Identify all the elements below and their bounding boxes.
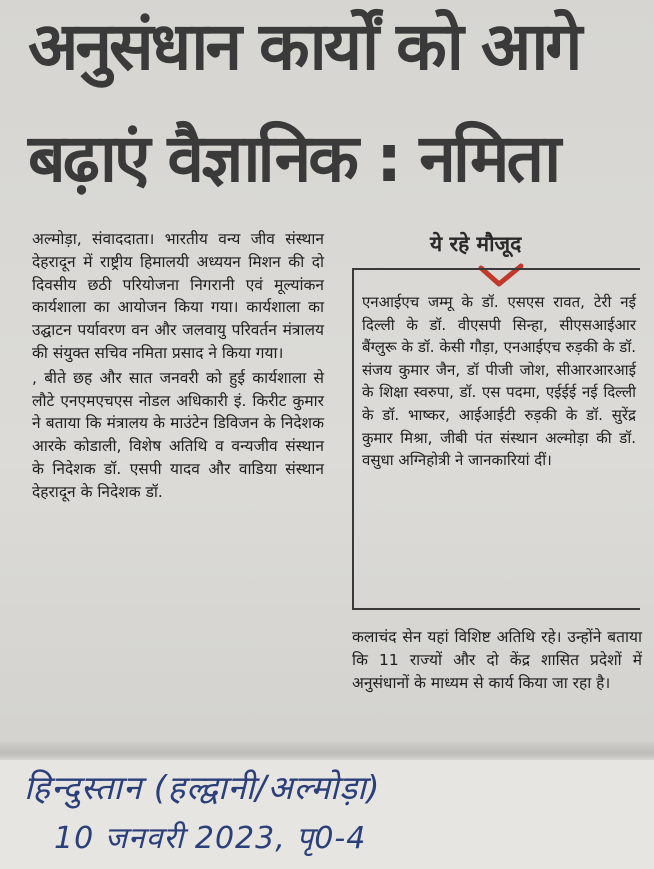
- article-left-column: [32, 228, 324, 504]
- sidebox-title: ये रहे मौजूद: [430, 232, 522, 256]
- headline-line-2: बढ़ाएं वैज्ञानिक : नमिता: [28, 120, 559, 197]
- handwritten-source-note: [0, 760, 654, 869]
- headline-line-1: अनुसंधान कार्यों को आगे: [28, 8, 580, 85]
- article-paragraph-1: अल्मोड़ा, संवाददाता। भारतीय वन्य जीव संस्थान देहरादून में राष्ट्रीय हिमालयी अध्ययन मिशन की दो दिवसीय छठी परियोजना निगरानी एवं मूल्यांकन कार्यशाला का आयोजन किया गया। कार्यशाला का उद्घाटन पर्यावरण वन और जलवायु परिवर्तन मंत्रालय की संयुक्त सचिव नमिता प्रसाद ने किया गया।: [32, 230, 324, 362]
- article-paragraph-3: कलाचंद सेन यहां विशिष्ट अतिथि रहे। उन्होंने बताया कि 11 राज्यों और दो केंद्र शासित प्रदेशों में अनुसंधानों के माध्यम से कार्य किया जा रहा है।: [352, 628, 642, 692]
- handwritten-source: हिन्दुस्तान (हल्द्वानी/अल्मोड़ा): [24, 768, 381, 807]
- sidebox-text: एनआईएच जम्मू के डॉ. एसएस रावत, टेरी नई दिल्ली के डॉ. वीएसपी सिन्हा, सीएसआईआर बैंग्लुरू के डॉ. केसी गौड़ा, एनआईएच रुड़की के डॉ. संजय कुमार जैन, डॉ पीजी जोश, सीआरआरआई के शिक्षा स्वरुपा, डॉ. एस पदमा, एईईई नई दिल्ली के डॉ. भाष्कर, आईआईटी रुड़की के डॉ. सुरेंद्र कुमार मिश्रा, जीबी पंत संस्थान अल्मोड़ा की डॉ. वसुधा अग्निहोत्री ने जानकारियां दीं।: [362, 293, 636, 470]
- handwritten-date-page: 10 जनवरी 2023, पृ0-4: [54, 821, 367, 856]
- article-right-column: [352, 626, 642, 695]
- article-paragraph-2: , बीते छह और सात जनवरी को हुई कार्यशाला से लौटे एनएमएचएस नोडल अधिकारी इं. किरीट कुमार ने बताया कि मंत्रालय के माउंटेन डिविजन के निदेशक आरके कोडाली, विशेष अतिथि व वन्यजीव संस्थान के निदेशक डॉ. एसपी यादव और वाडिया संस्थान देहरादून के निदेशक डॉ.: [32, 368, 324, 501]
